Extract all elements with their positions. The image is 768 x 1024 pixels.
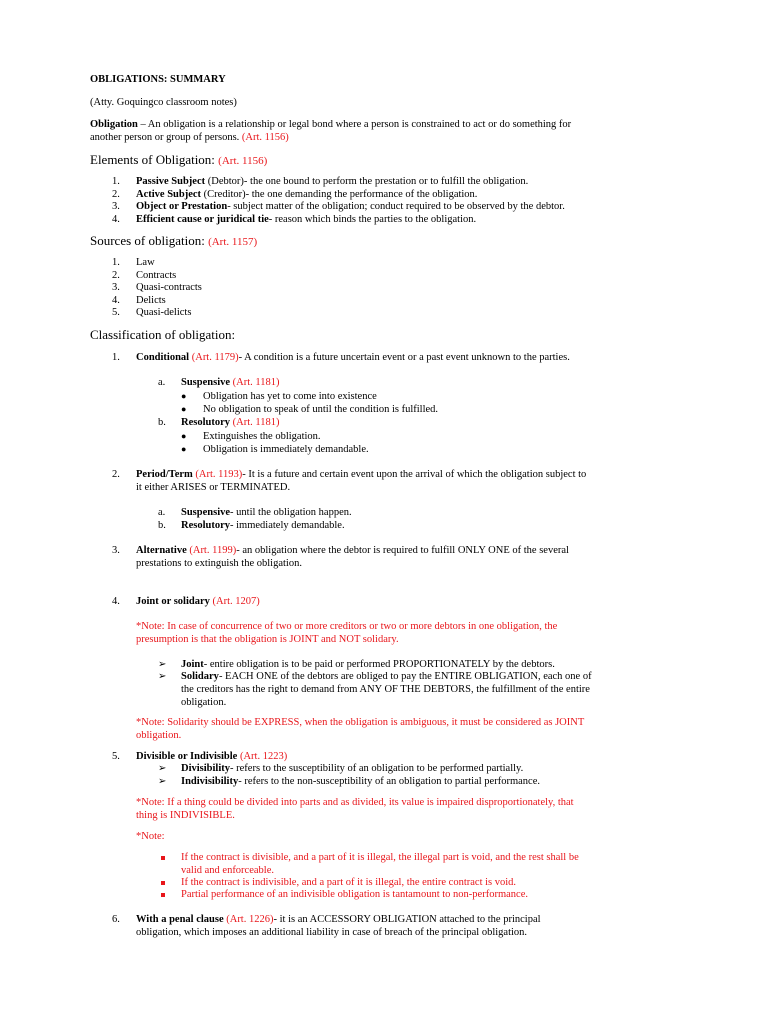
source-item: Quasi-contracts [136, 282, 202, 293]
penal-clause-item-cont: obligation, which imposes an additional liability in case of breach of the principal obligation. [136, 927, 528, 938]
sources-heading: Sources of obligation: (Art. 1157) [90, 233, 258, 248]
list-item-number: 4. [112, 596, 120, 607]
list-item-number: 3. [112, 545, 120, 556]
source-item: Quasi-delicts [136, 307, 192, 318]
divisible-point: Partial performance of an indivisible obligation is tantamount to non-performance. [181, 889, 528, 900]
period-term-item: Period/Term (Art. 1193)- It is a future and certain event upon the arrival of which the obligation subject to [136, 469, 587, 480]
list-item-number: 4. [112, 214, 120, 225]
list-item-number: 2. [112, 270, 120, 281]
conditional-resolutory-point: Extinguishes the obligation. [203, 431, 321, 442]
joint-note-line2: presumption is that the obligation is JOINT and NOT solidary. [136, 634, 399, 645]
conditional-item: Conditional (Art. 1179)- A condition is a future uncertain event or a past event unknown to the parties. [136, 352, 570, 363]
period-term-item-cont: it either ARISES or TERMINATED. [136, 482, 291, 493]
penal-clause-item: With a penal clause (Art. 1226)- it is an ACCESSORY OBLIGATION attached to the principal [136, 914, 541, 925]
conditional-suspensive-point: No obligation to speak of until the condition is fulfilled. [203, 404, 439, 415]
square-bullet-icon [161, 856, 165, 860]
divisible-point: If the contract is divisible, and a part of it is illegal, the illegal part is void, and the rest shall be [181, 852, 579, 863]
bullet-icon: ● [181, 404, 187, 414]
list-item-letter: b. [158, 520, 166, 531]
obligation-definition-line1: Obligation – An obligation is a relationship or legal bond where a person is constrained to act or do something for [90, 119, 572, 130]
solidarity-note-line2: obligation. [136, 730, 182, 741]
joint-definition: Joint- entire obligation is to be paid or performed PROPORTIONATELY by the debtors. [181, 659, 555, 670]
note-label: *Note: [136, 831, 165, 842]
period-resolutory: Resolutory- immediately demandable. [181, 520, 345, 531]
period-suspensive: Suspensive- until the obligation happen. [181, 507, 352, 518]
joint-solidary-item: Joint or solidary (Art. 1207) [136, 596, 260, 607]
list-item-number: 1. [112, 176, 120, 187]
source-item: Delicts [136, 295, 166, 306]
indivisible-note-line2: thing is INDIVISIBLE. [136, 810, 235, 821]
element-passive-subject: Passive Subject (Debtor)- the one bound to perform the prestation or to fulfill the obligation. [136, 176, 529, 187]
list-item-number: 5. [112, 751, 120, 762]
solidary-definition: Solidary- EACH ONE of the debtors are obliged to pay the ENTIRE OBLIGATION, each one of [181, 671, 592, 682]
alternative-item: Alternative (Art. 1199)- an obligation where the debtor is required to fulfill ONLY ONE of the several [136, 545, 569, 556]
classification-heading: Classification of obligation: [90, 327, 236, 342]
square-bullet-icon [161, 881, 165, 885]
indivisible-note-line1: *Note: If a thing could be divided into parts and as divided, its value is impaired disproportionately, that [136, 797, 574, 808]
arrow-bullet-icon: ➢ [158, 776, 167, 787]
arrow-bullet-icon: ➢ [158, 671, 167, 682]
list-item-number: 2. [112, 189, 120, 200]
joint-note-line1: *Note: In case of concurrence of two or more creditors or two or more debtors in one obligation, the [136, 621, 558, 632]
solidary-definition-cont: obligation. [181, 697, 227, 708]
divisibility-definition: Divisibility- refers to the susceptibility of an obligation to be performed partially. [181, 763, 524, 774]
divisible-item: Divisible or Indivisible (Art. 1223) [136, 751, 288, 762]
source-item: Contracts [136, 270, 177, 281]
page-title: OBLIGATIONS: SUMMARY [90, 74, 226, 85]
list-item-letter: b. [158, 417, 166, 428]
obligation-definition-line2: another person or group of persons. (Art. 1156) [90, 132, 289, 143]
list-item-number: 6. [112, 914, 120, 925]
bullet-icon: ● [181, 431, 187, 441]
indivisibility-definition: Indivisibility- refers to the non-susceptibility of an obligation to partial performance. [181, 776, 540, 787]
list-item-number: 1. [112, 352, 120, 363]
page-subtitle: (Atty. Goquingco classroom notes) [90, 97, 237, 108]
list-item-letter: a. [158, 507, 166, 518]
element-object-prestation: Object or Prestation- subject matter of the obligation; conduct required to be observed by the debtor. [136, 201, 565, 212]
list-item-number: 4. [112, 295, 120, 306]
arrow-bullet-icon: ➢ [158, 659, 167, 670]
list-item-number: 1. [112, 257, 120, 268]
element-active-subject: Active Subject (Creditor)- the one demanding the performance of the obligation. [136, 189, 478, 200]
list-item-number: 2. [112, 469, 120, 480]
divisible-point: If the contract is indivisible, and a part of it is illegal, the entire contract is void. [181, 877, 517, 888]
solidary-definition-cont: the creditors has the right to demand from ANY OF THE DEBTORS, the fulfillment of the entire [181, 684, 590, 695]
conditional-suspensive: Suspensive (Art. 1181) [181, 377, 280, 388]
element-efficient-cause: Efficient cause or juridical tie- reason which binds the parties to the obligation. [136, 214, 477, 225]
source-item: Law [136, 257, 155, 268]
list-item-number: 3. [112, 201, 120, 212]
list-item-letter: a. [158, 377, 166, 388]
alternative-item-cont: prestations to extinguish the obligation. [136, 558, 302, 569]
conditional-resolutory-point: Obligation is immediately demandable. [203, 444, 369, 455]
elements-heading: Elements of Obligation: (Art. 1156) [90, 152, 268, 167]
solidarity-note-line1: *Note: Solidarity should be EXPRESS, when the obligation is ambiguous, it must be considered as JOINT [136, 717, 585, 728]
bullet-icon: ● [181, 444, 187, 454]
bullet-icon: ● [181, 391, 187, 401]
arrow-bullet-icon: ➢ [158, 763, 167, 774]
conditional-resolutory: Resolutory (Art. 1181) [181, 417, 280, 428]
divisible-point-cont: valid and enforceable. [181, 865, 274, 876]
list-item-number: 5. [112, 307, 120, 318]
list-item-number: 3. [112, 282, 120, 293]
square-bullet-icon [161, 893, 165, 897]
conditional-suspensive-point: Obligation has yet to come into existence [203, 391, 377, 402]
